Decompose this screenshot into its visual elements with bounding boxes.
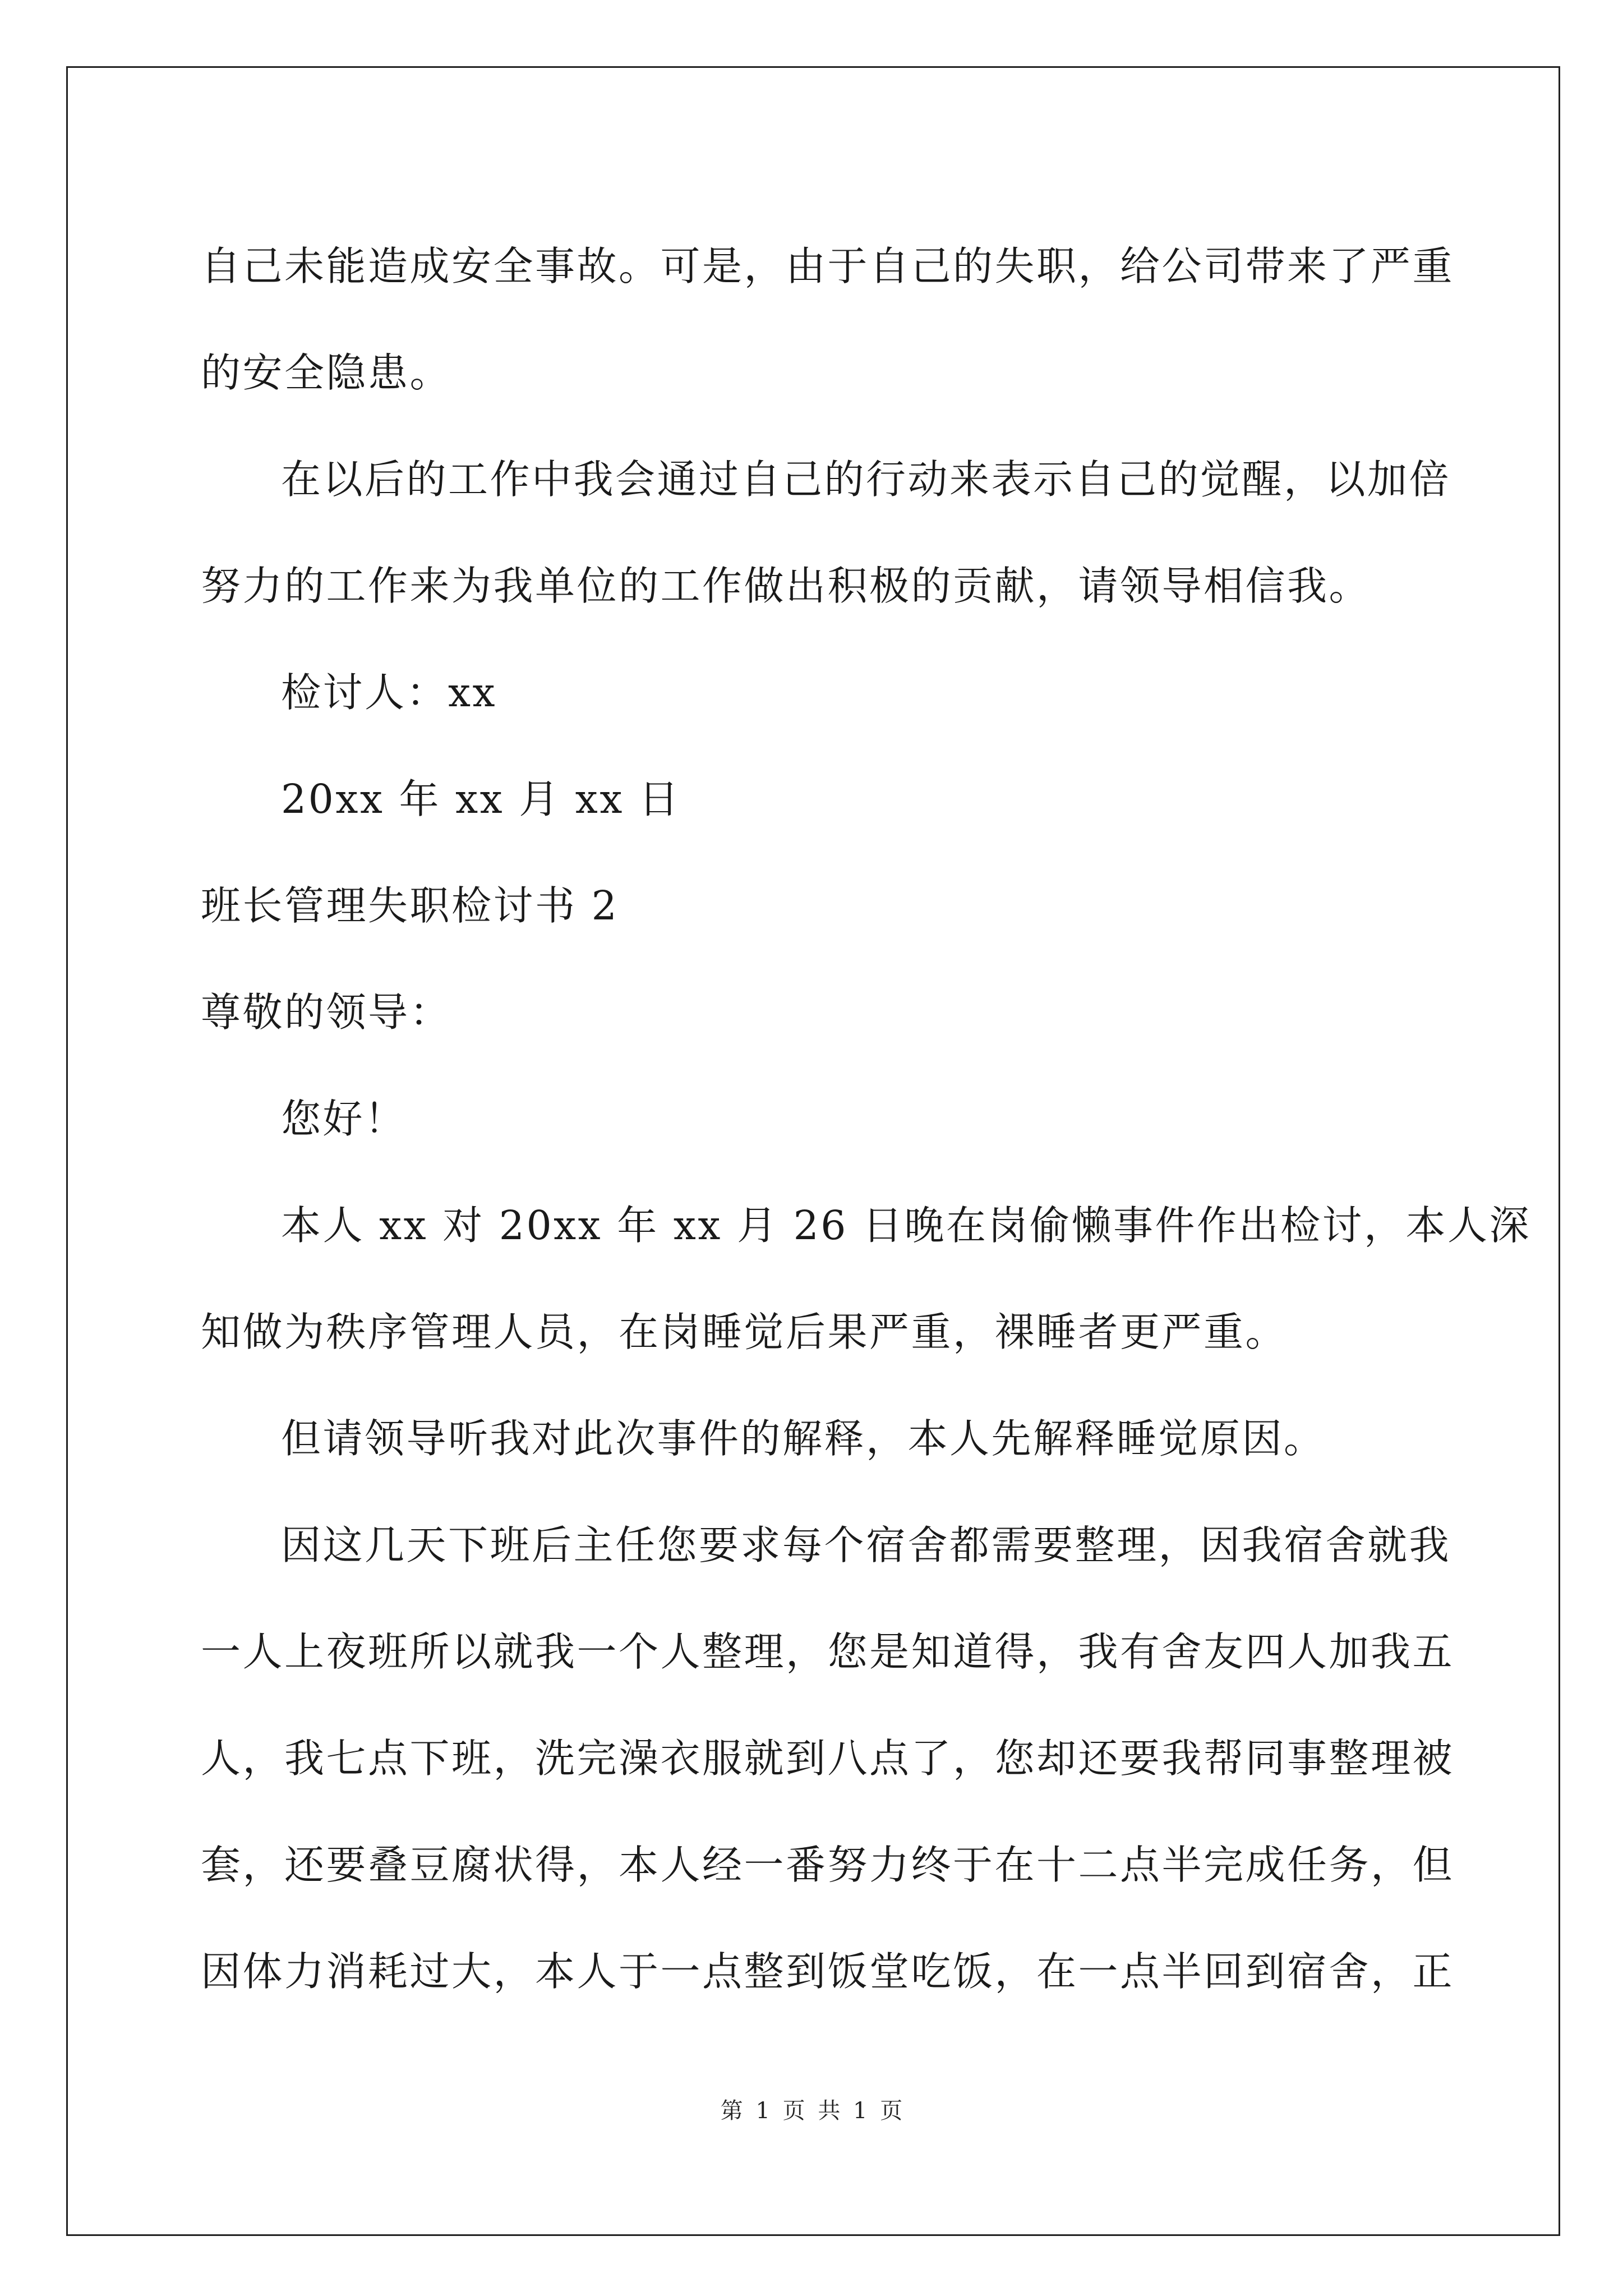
text-line: 套，还要叠豆腐状得，本人经一番努力终于在十二点半完成任务，但 [201, 1842, 1455, 1888]
text-line: 一人上夜班所以就我一个人整理，您是知道得，我有舍友四人加我五 [201, 1628, 1455, 1675]
text-line: 但请领导听我对此次事件的解释，本人先解释睡觉原因。 [281, 1415, 1326, 1462]
text-line: 在以后的工作中我会通过自己的行动来表示自己的觉醒，以加倍 [281, 456, 1451, 503]
text-line: 本人 xx 对 20xx 年 xx 月 26 日晚在岗偷懒事件作出检讨，本人深 [281, 1202, 1531, 1249]
date-line: 20xx 年 xx 月 xx 日 [281, 776, 681, 822]
text-line: 自己未能造成安全事故。可是，由于自己的失职，给公司带来了严重 [201, 243, 1455, 289]
text-line: 因这几天下班后主任您要求每个宿舍都需要整理，因我宿舍就我 [281, 1522, 1451, 1568]
salutation: 尊敬的领导： [201, 989, 452, 1036]
document-body [201, 213, 1531, 2025]
signature-line: 检讨人：xx [281, 669, 497, 716]
section-title: 班长管理失职检讨书 2 [201, 882, 619, 929]
text-line: 因体力消耗过大，本人于一点整到饭堂吃饭，在一点半回到宿舍，正 [201, 1948, 1455, 1995]
greeting: 您好！ [281, 1096, 407, 1142]
page-footer: 第 1 页 共 1 页 [720, 2098, 903, 2124]
text-line: 的安全隐患。 [201, 349, 452, 396]
text-line: 努力的工作来为我单位的工作做出积极的贡献，请领导相信我。 [201, 563, 1371, 609]
text-line: 人，我七点下班，洗完澡衣服就到八点了，您却还要我帮同事整理被 [201, 1735, 1455, 1782]
text-line: 知做为秩序管理人员，在岗睡觉后果严重，裸睡者更严重。 [201, 1309, 1288, 1355]
